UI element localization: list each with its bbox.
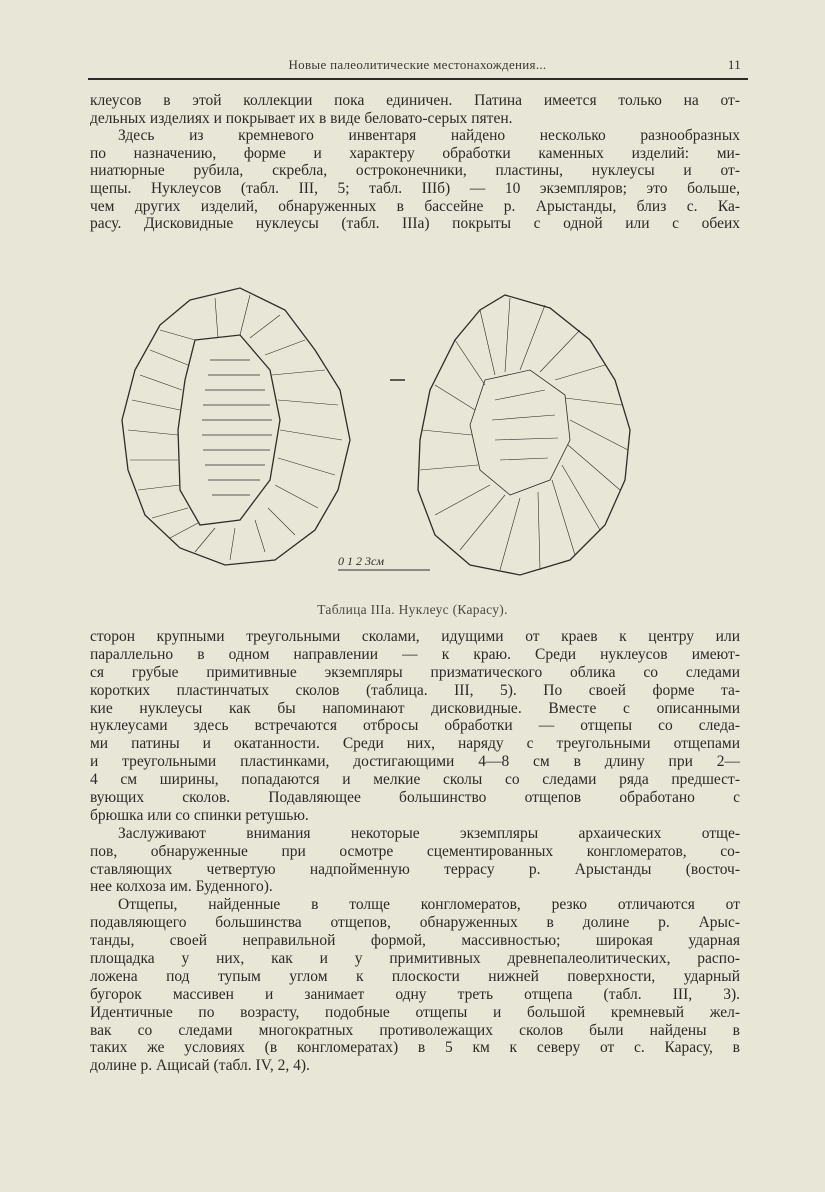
- text-line: площадка у них, как и у примитивных древнепалеолитических, распо-: [90, 950, 740, 968]
- text-line: Отщепы, найденные в толще конгломератов, резко отличаются от: [118, 896, 740, 914]
- text-line: бугорок массивен и занимает одну треть отщепа (табл. III, 3).: [90, 985, 740, 1003]
- text-line: вующих сколов. Подавляющее большинство отщепов обработано с: [90, 789, 740, 807]
- text-line: сторон крупными треугольными сколами, идущими от краев к центру или: [90, 628, 740, 645]
- text-line: расу. Дисковидные нуклеусы (табл. IIIа) покрыты с одной или с обеих: [90, 215, 740, 233]
- text-line: параллельно в одном направлении — к краю. Среди нуклеусов имеют-: [90, 645, 740, 663]
- scale-label: 0 1 2 3см: [338, 554, 384, 568]
- text-line: ся грубые примитивные экземпляры призматического облика со следами: [90, 663, 740, 681]
- text-line: коротких пластинчатых сколов (таблица. III, 5). По своей форме та-: [90, 681, 740, 699]
- text-line: клеусов в этой коллекции пока единичен. Патина имеется только на от-: [90, 92, 740, 109]
- running-header: [90, 57, 745, 77]
- text-line: и треугольными пластинками, достигающими 4—8 см в длину при 2—: [90, 753, 740, 771]
- text-line: вак со следами многократных противолежащих сколов были найдены в: [90, 1021, 740, 1039]
- nucleus-right-drawing: [418, 295, 630, 575]
- text-line: по назначению, форме и характеру обработки каменных изделий: ми-: [90, 144, 740, 162]
- running-title: Новые палеолитические местонахождения...: [288, 57, 547, 72]
- text-line: нее колхоза им. Буденного).: [90, 878, 273, 896]
- text-line: нуклеусами здесь встречаются отбросы обработки — отщепы со следа-: [90, 717, 740, 735]
- text-line: Идентичные по возрасту, подобные отщепы и большой кремневый жел-: [90, 1003, 740, 1021]
- text-line: Здесь из кремневого инвентаря найдено несколько разнообразных: [118, 127, 740, 145]
- text-line: щепы. Нуклеусов (табл. III, 5; табл. IIIб) — 10 экземпляров; это больше,: [90, 179, 740, 197]
- header-rule: [88, 78, 748, 80]
- text-line: ниатюрные рубила, скребла, остроконечники, пластины, нуклеусы и от-: [90, 162, 740, 180]
- text-line: ставляющих четвертую надпойменную террасу р. Арыстанды (восточ-: [90, 860, 740, 878]
- text-line: брюшка или со спинки ретушью.: [90, 806, 309, 824]
- text-line: подавляющего большинства отщепов, обнаруженных в долине р. Арыс-: [90, 914, 740, 932]
- text-line: кие нуклеусы как бы напоминают дисковидные. Вместе с описанными: [90, 699, 740, 717]
- text-line: 4 см ширины, попадаются и мелкие сколы со следами ряда предшест-: [90, 771, 740, 789]
- text-block-top: [90, 92, 740, 233]
- text-line: Заслуживают внимания некоторые экземпляры архаических отще-: [118, 824, 740, 842]
- page-number: 11: [727, 57, 741, 72]
- nucleus-left-drawing: [122, 288, 350, 565]
- figure-caption: Таблица IIIа. Нуклеус (Карасу).: [317, 602, 508, 617]
- scale-bar: [338, 554, 430, 570]
- text-line: танды, своей неправильной формой, массивностью; широкая ударная: [90, 932, 740, 950]
- text-line: таких же условиях (в конгломератах) в 5 км к северу от с. Карасу, в: [90, 1039, 740, 1057]
- text-block-bottom: [90, 628, 740, 1075]
- text-line: ложена под тупым углом к плоскости нижней поверхности, ударный: [90, 967, 740, 985]
- text-line: чем других изделий, обнаруженных в бассейне р. Арыстанды, близ с. Ка-: [90, 197, 740, 215]
- text-line: ми патины и окатанности. Среди них, наряду с треугольными отщепами: [90, 735, 740, 753]
- nucleus-illustration: [100, 280, 700, 590]
- text-line: пов, обнаруженные при осмотре сцементированных конгломератов, со-: [90, 842, 740, 860]
- text-line: долине р. Ащисай (табл. IV, 2, 4).: [90, 1057, 310, 1075]
- text-line: дельных изделиях и покрывает их в виде беловато-серых пятен.: [90, 109, 513, 127]
